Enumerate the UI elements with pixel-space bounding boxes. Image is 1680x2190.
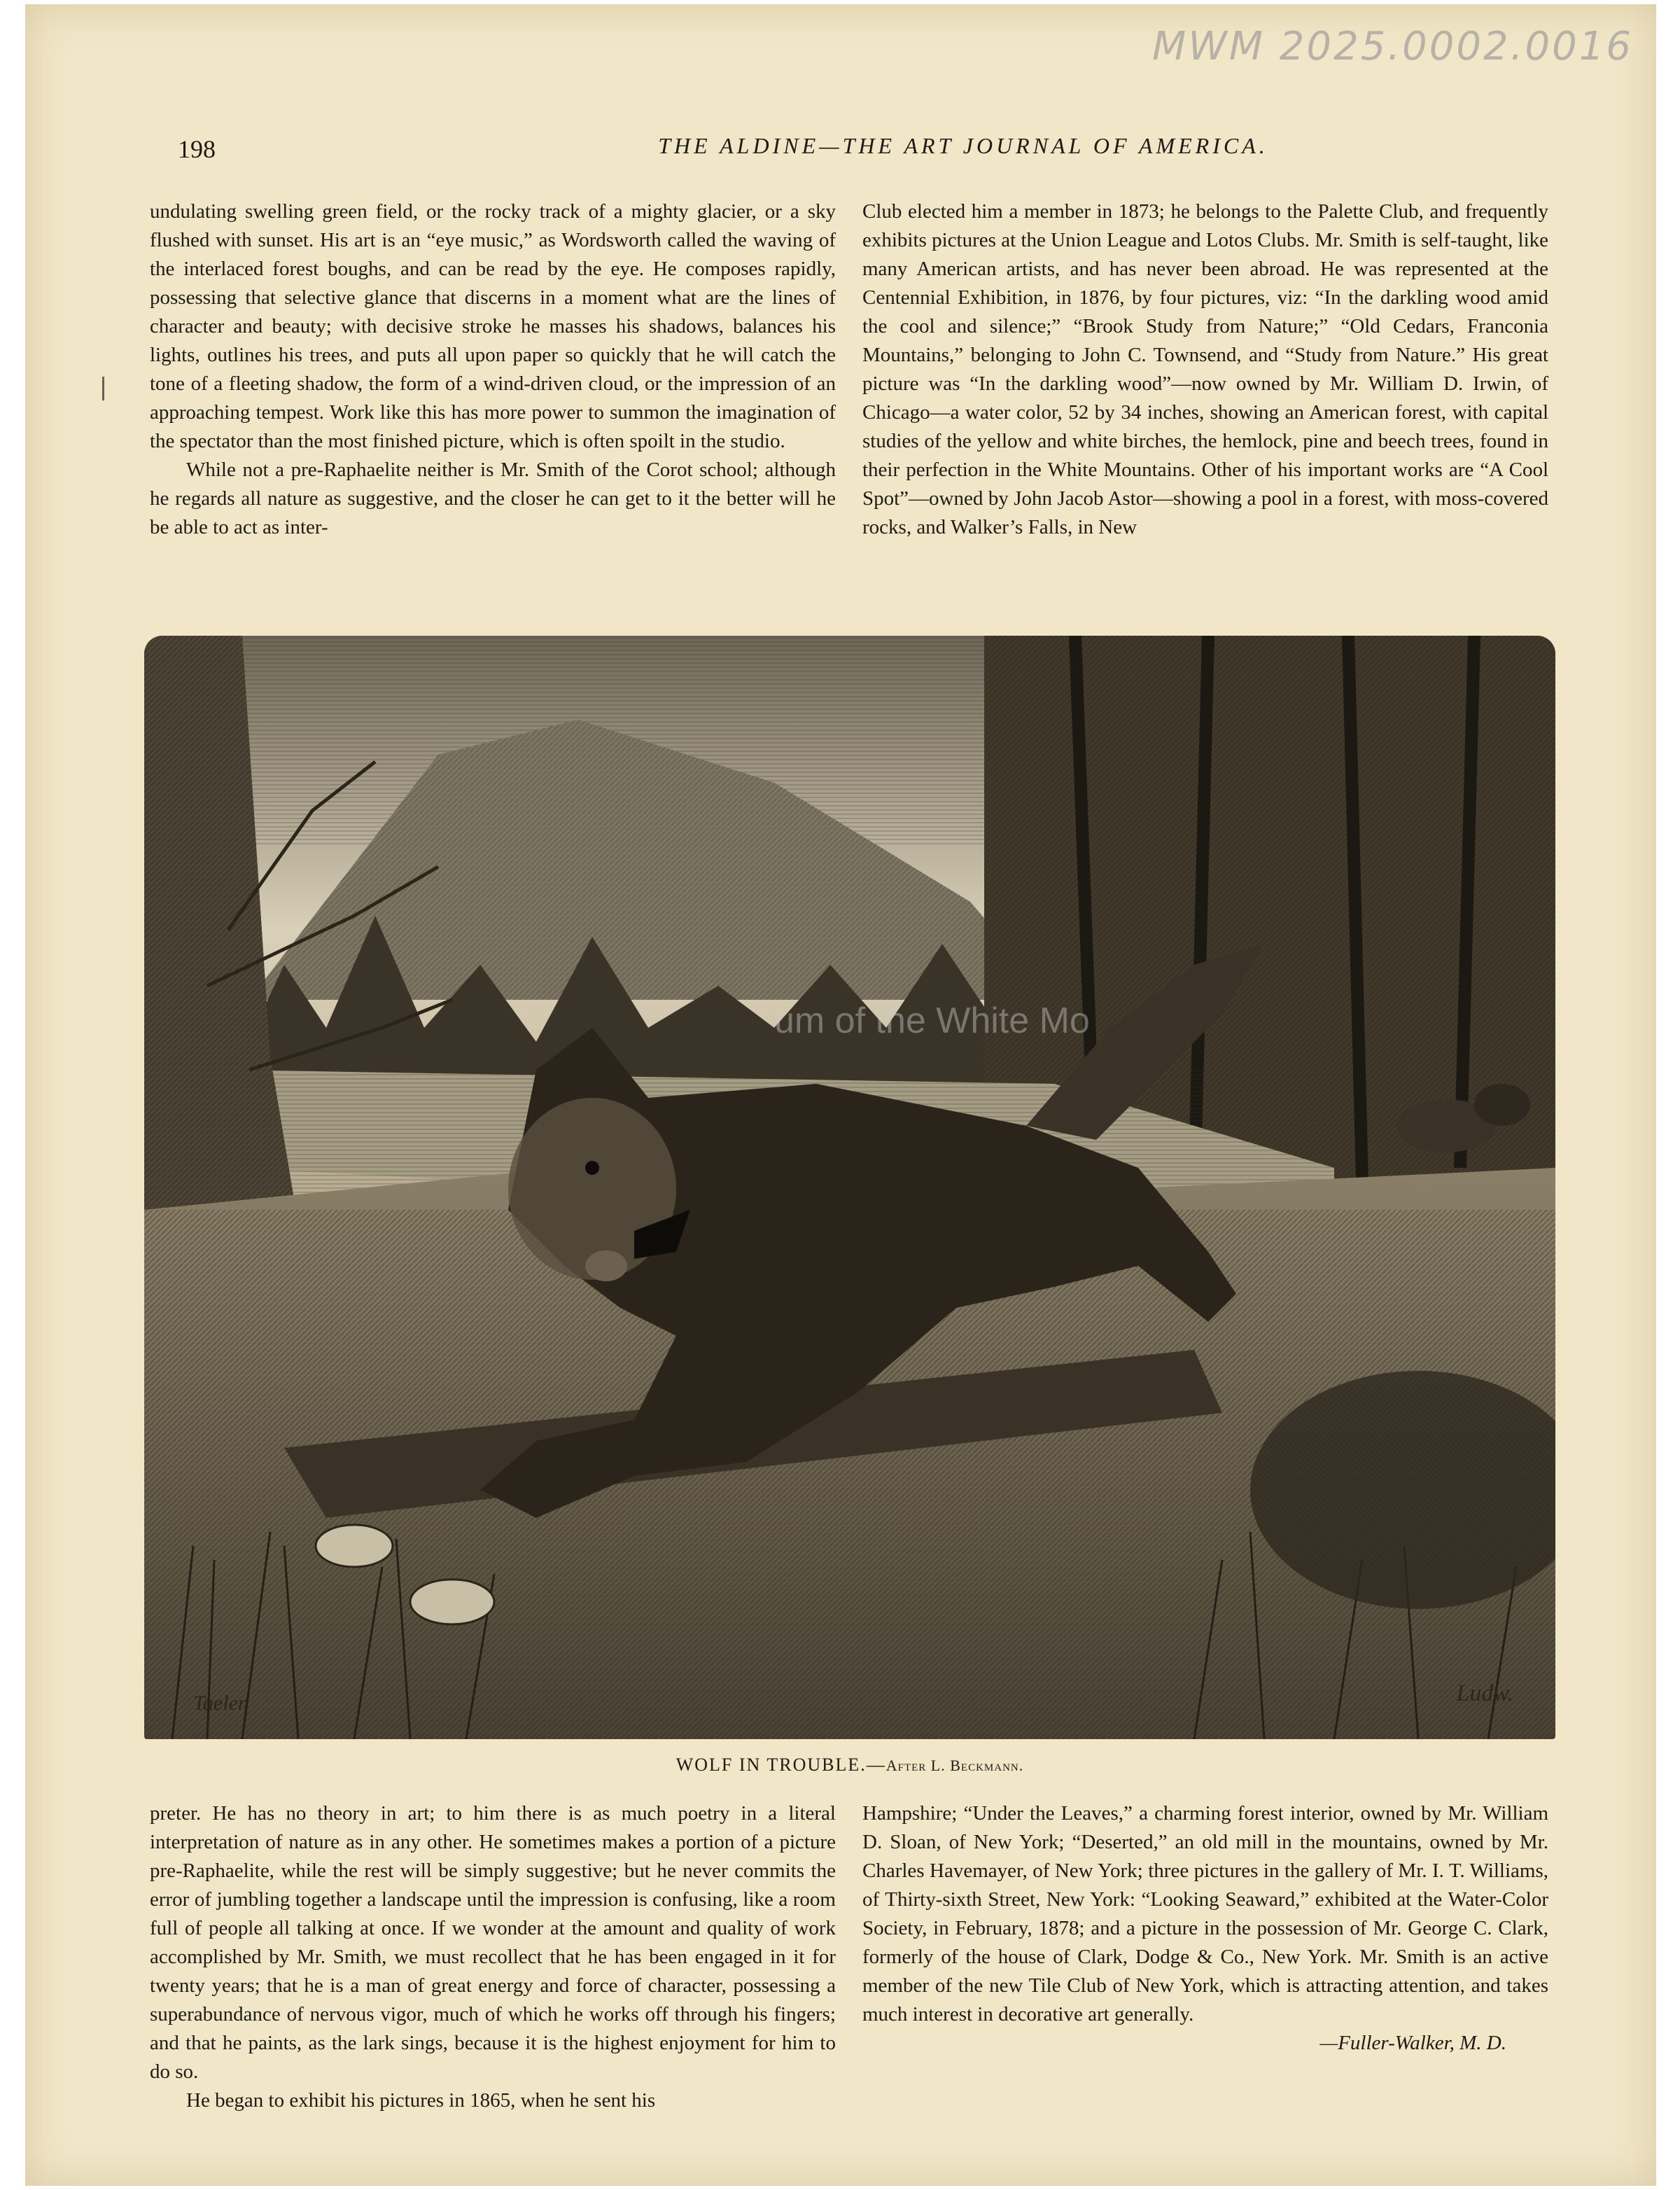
caption-title: WOLF IN TROUBLE.— [676,1755,886,1775]
paragraph: Hampshire; “Under the Leaves,” a charming forest interior, owned by Mr. William D. Sloan, of New York; “Deserted,” an old mill in the mountains, owned by Mr. Charles Havemayer, of New York; three pictures in the gallery of Mr. I. T. Williams, of Thirty-sixth Street, New York: “Looking Seaward,” exhibited at the Water-Color Society, in February, 1878; and a picture in the possession of Mr. George C. Clark, formerly of the house of Clark, Dodge & Co., New York. Mr. Smith is an active member of the new Tile Club of New York, which is attracting attention, and takes much interest in decorative art generally. [862,1802,1548,2025]
illustration-caption [144,1755,1555,1776]
caption-credit: After L. Beckmann. [886,1757,1024,1774]
pencil-mark [102,377,104,400]
paragraph: While not a pre-Raphaelite neither is Mr. Smith of the Corot school; although he regards all nature as suggestive, and the closer he can get to it the better will he be able to act as inter- [150,459,836,538]
column-bottom-left [150,1799,836,2115]
wolf-engraving-illustration [144,636,1555,1739]
running-title: THE ALDINE—THE ART JOURNAL OF AMERICA. [658,133,1268,158]
engraver-signature: Taelen [193,1692,248,1715]
watermark: um of the White Mo [774,1000,1090,1041]
paragraph: preter. He has no theory in art; to him there is as much poetry in a literal interpretation of nature as in any other. He sometimes makes a portion of a picture pre-Raphaelite, while the rest will be simply suggestive; but he never commits the error of jumbling together a landscape until the impression is confusing, like a room full of people all talking at once. If we wonder at the amount and quality of work accomplished by Mr. Smith, we must recollect that he has been engaged in it for twenty years; that he is a man of great energy and force of character, possessing a superabundance of nervous vigor, much of which he works off through his fingers; and that he paints, as the lark sings, because it is the highest enjoyment for him to do so. [150,1802,836,2083]
page-number: 198 [178,135,216,163]
column-top-left [150,197,836,542]
engraving-drawing [144,636,1555,1739]
paragraph: undulating swelling green field, or the rocky track of a mighty glacier, or a sky flushed with sunset. His art is an “eye music,” as Wordsworth called the waving of the interlaced forest boughs, and can be read by the eye. He composes rapidly, possessing that selective glance that discerns in a moment what are the lines of character and beauty; with decisive stroke he masses his shadows, balances his lights, outlines his trees, and puts all upon paper so quickly that he will catch the tone of a fleeting shadow, the form of a wind-driven cloud, or the impression of an approaching tempest. Work like this has more power to summon the imagination of the spectator than the most finished picture, which is often spoilt in the studio. [150,200,836,452]
paragraph: Club elected him a member in 1873; he belongs to the Palette Club, and frequently exhibits pictures at the Union League and Lotos Clubs. Mr. Smith is self-taught, like many American artists, and has never been abroad. He was represented at the Centennial Exhibition, in 1876, by four pictures, viz: “In the darkling wood amid the cool and silence;” “Brook Study from Nature;” “Old Cedars, Franconia Mountains,” belonging to John C. Townsend, and “Study from Nature.” His great picture was “In the darkling wood”—now owned by Mr. William D. Irwin, of Chicago—a water color, 52 by 34 inches, showing an American forest, with capital studies of the yellow and white birches, the hemlock, pine and beech trees, found in their perfection in the White Mountains. Other of his important works are “A Cool Spot”—owned by John Jacob Astor—showing a pool in a forest, with moss-covered rocks, and Walker’s Falls, in New [862,200,1548,538]
author-signature: —Fuller-Walker, M. D. [1320,2032,1506,2054]
column-top-right [862,197,1548,542]
handwritten-accession-number: MWM 2025.0002.0016 [1152,24,1633,69]
artist-signature: Ludw. [1456,1680,1513,1706]
column-bottom-right [862,1799,1548,2058]
paragraph: He began to exhibit his pictures in 1865, when he sent his [186,2089,656,2112]
